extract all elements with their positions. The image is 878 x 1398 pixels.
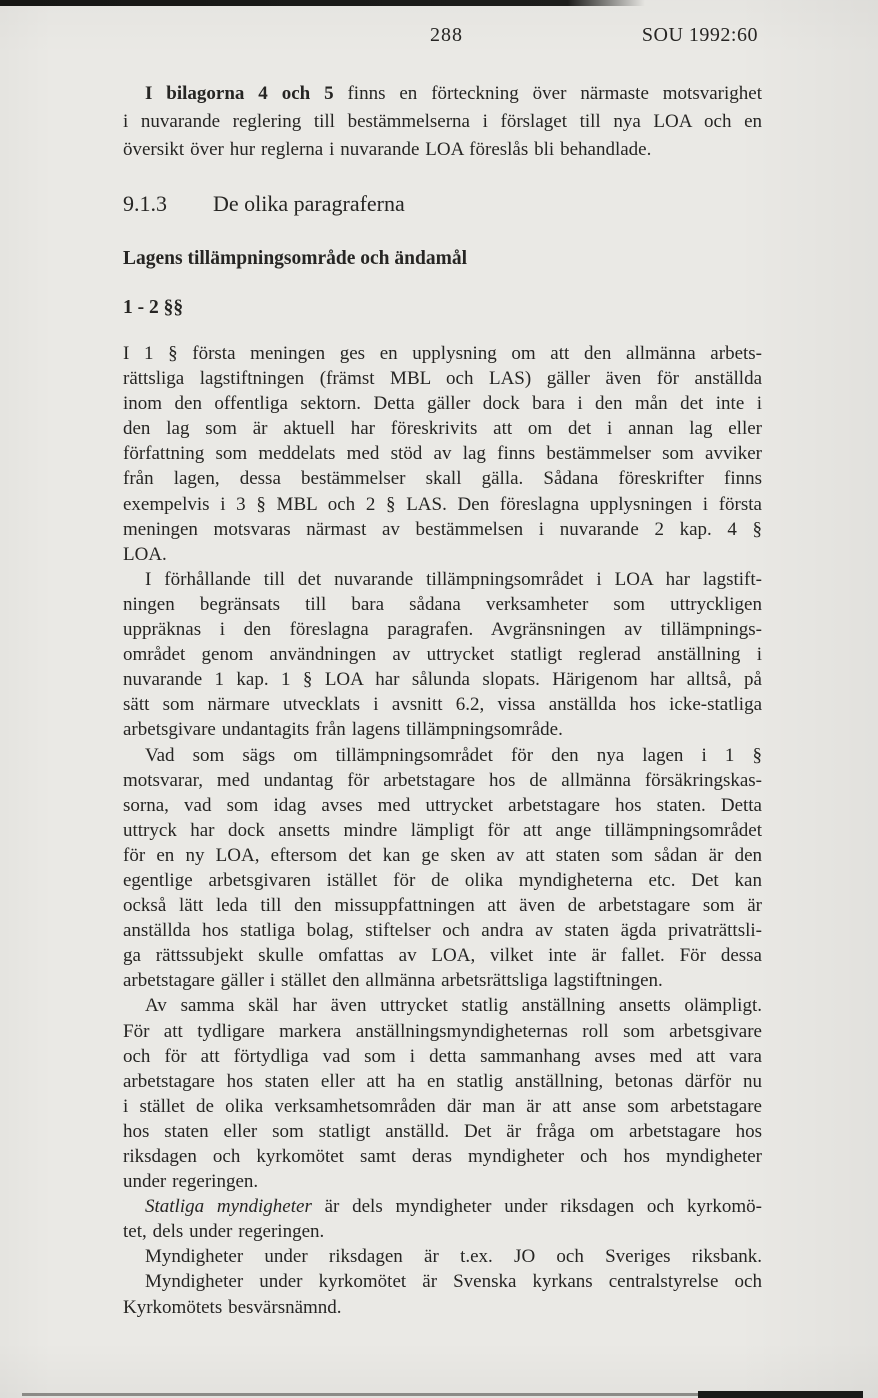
text-line: LOA.: [123, 543, 167, 565]
italic-text: Statliga myndigheter: [145, 1196, 312, 1218]
text-line: Myndigheter under kyrkomötet är Svenska kyrkans centralstyrelse och: [145, 1271, 762, 1293]
text-line: I 1 § första meningen ges en upplysning om att den allmänna arbets-: [123, 343, 762, 364]
text-line: i stället de olika verksamhetsområden där man är att anse som arbetstagare: [123, 1095, 762, 1117]
text-line: anställda hos statliga bolag, stiftelser och andra av staten ägda privaträttsli-: [123, 920, 762, 942]
text-line: För att tydligare markera anställningsmyndigheternas roll som arbetsgivare: [123, 1020, 762, 1042]
section-number: 9.1.3: [123, 191, 167, 216]
text-line: egentlige arbetsgivaren istället för de olika myndigheterna etc. Det kan: [123, 869, 762, 891]
text-line: arbetstagare gäller i stället den allmänna arbetsrättsliga lagstiftningen.: [123, 970, 663, 992]
text-line: arbetsgivare undantagits från lagens tillämpningsområde.: [123, 719, 563, 741]
text-line: under regeringen.: [123, 1171, 259, 1193]
text-line: hos staten eller som statligt anställd. Det är fråga om arbetstagare hos: [123, 1120, 762, 1142]
text-line: Myndigheter under riksdagen är t.ex. JO och Sveriges riksbank.: [145, 1246, 762, 1268]
document-reference: SOU 1992:60: [641, 24, 758, 46]
section-heading: [123, 190, 762, 218]
text-line: sorna, vad som idag avses med uttrycket arbetstagare hos staten. Detta: [123, 794, 762, 816]
text-line: nuvarande 1 kap. 1 § LOA har sålunda slopats. Härigenom har alltså, på: [123, 669, 762, 691]
text-line: från lagen, dessa bestämmelser skall gälla. Sådana föreskrifter finns: [123, 468, 762, 490]
text-line: ga rättssubjekt skulle omfattas av LOA, vilket inte är fallet. För dessa: [123, 945, 762, 967]
text-line: motsvarar, med undantag för arbetstagare hos de allmänna försäkringskas-: [123, 769, 762, 791]
text-line: ningen begränsats till bara sådana verksamheter som uttryckligen: [123, 593, 762, 615]
text-line: för en ny LOA, eftersom det kan ge sken av att staten som sådan är den: [123, 844, 762, 866]
text-line: översikt över hur reglerna i nuvarande LOA föreslås bli behandlade.: [123, 139, 652, 160]
text-line: I bilagorna 4 och 5 finns en förteckning över närmaste motsvarighet: [145, 83, 762, 104]
subsection-heading: Lagens tillämpningsområde och ändamål: [123, 248, 468, 269]
text-line: riksdagen och kyrkomötet samt deras myndigheter och hos myndigheter: [123, 1146, 762, 1167]
text-line: uppräknas i den föreslagna paragrafen. Avgränsningen av tillämpnings-: [123, 619, 762, 641]
text-line: författning som meddelats med stöd av lag finns bestämmelser som avviker: [123, 443, 762, 465]
text-line: den lag som är aktuell har föreskrivits att om det i annan lag eller: [123, 418, 762, 440]
text-line: Statliga myndigheter är dels myndigheter under riksdagen och kyrkomö-: [145, 1196, 762, 1218]
page-content: [123, 0, 762, 1320]
text-line: tet, dels under regeringen.: [123, 1221, 325, 1243]
text-line: sätt som närmare utvecklats i avsnitt 6.2, vissa anställda hos icke-statliga: [123, 694, 762, 716]
body-text: [123, 341, 762, 1320]
running-header: [123, 24, 762, 50]
text-line: också lätt leda till den missuppfattningen att även de arbetstagare som är: [123, 895, 762, 917]
text-line: Av samma skäl har även uttrycket statlig anställning ansetts olämpligt.: [145, 995, 762, 1017]
text-line: i nuvarande reglering till bestämmelserna i förslaget till nya LOA och en: [123, 111, 762, 132]
text-line: rättsliga lagstiftningen (främst MBL och LAS) gäller även för anställda: [123, 368, 762, 390]
scan-artifact-bottom-right-edge: [698, 1391, 863, 1398]
bold-text: I bilagorna 4 och 5: [145, 83, 334, 104]
paragraph-range: 1 - 2 §§: [123, 297, 184, 318]
text-line: I förhållande till det nuvarande tillämpningsområdet i LOA har lagstift-: [145, 568, 762, 590]
text-line: uttryck har dock ansetts mindre lämpligt för att ange tillämpningsområdet: [123, 819, 762, 841]
text-line: och för att förtydliga vad som i detta sammanhang avses med att vara: [123, 1045, 762, 1067]
text-line: meningen motsvaras närmast av bestämmelsen i nuvarande 2 kap. 4 §: [123, 518, 762, 540]
text-line: Kyrkomötets besvärsnämnd.: [123, 1296, 342, 1318]
text-line: området genom användningen av uttrycket statligt reglerad anställning i: [123, 644, 762, 666]
text-line: Vad som sägs om tillämpningsområdet för den nya lagen i 1 §: [145, 744, 762, 766]
scan-artifact-bottom-edge: [22, 1393, 702, 1396]
text-line: inom den offentliga sektorn. Detta gäller dock bara i den mån det inte i: [123, 393, 762, 415]
intro-paragraph: [123, 80, 762, 164]
page-number: 288: [430, 24, 463, 46]
text-line: exempelvis i 3 § MBL och 2 § LAS. Den föreslagna upplysningen i första: [123, 493, 762, 515]
section-title: De olika paragraferna: [213, 191, 405, 216]
text-line: arbetstagare hos staten eller att ha en statlig anställning, betonas därför nu: [123, 1070, 762, 1092]
